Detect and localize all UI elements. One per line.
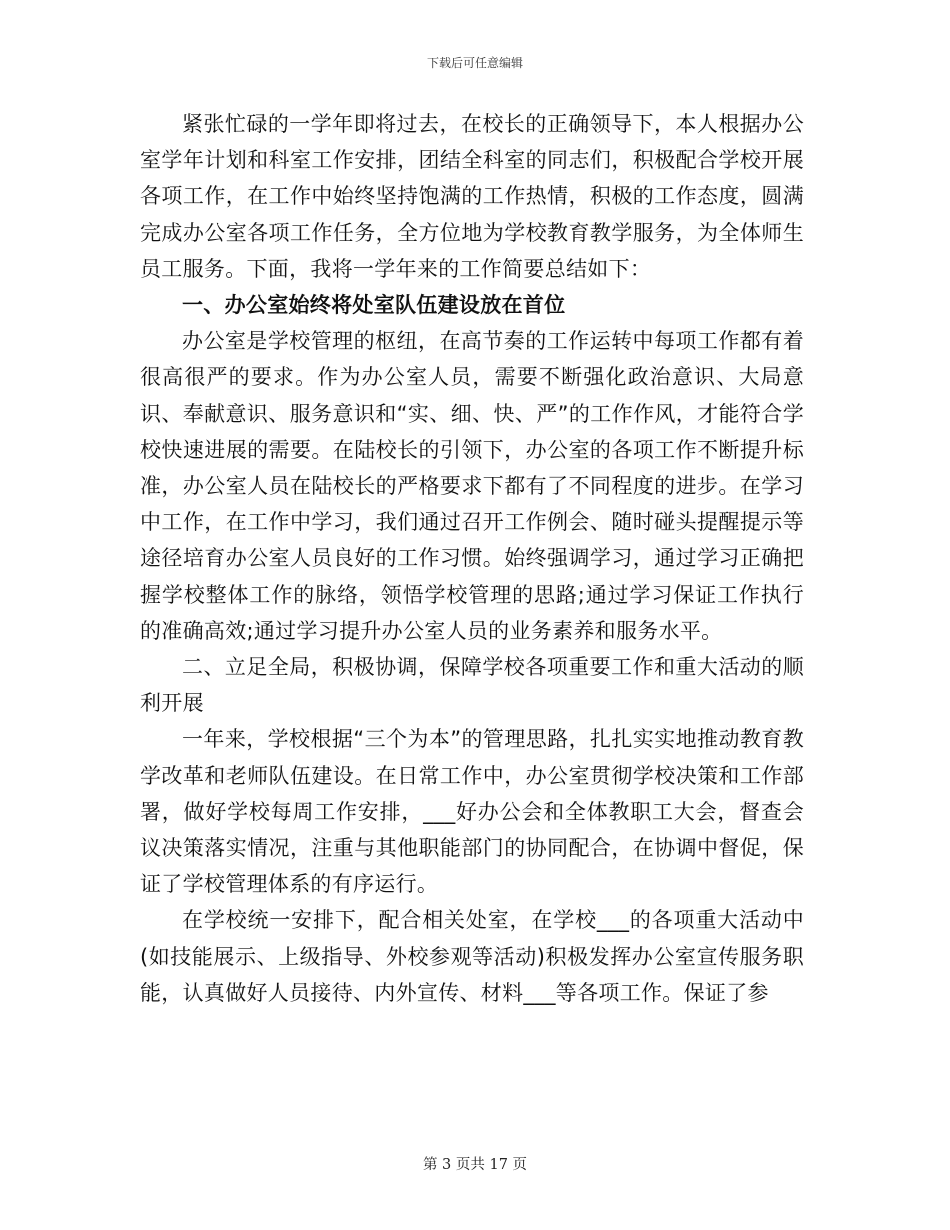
page-number: 第 3 页共 17 页 (422, 1157, 528, 1173)
paragraph-major-activities: 在学校统一安排下，配合相关处室，在学校___的各项重大活动中(如技能展示、上级指导、外校参观等活动)积极发挥办公室宣传服务职能，认真做好人员接待、内外宣传、材料___等各项工作。保证了参 (140, 908, 804, 1005)
section-heading-1: 一、办公室始终将处室队伍建设放在首位 (182, 293, 566, 318)
page-header: 下载后可任意编辑 (426, 56, 523, 70)
document-body (140, 106, 804, 1011)
paragraph-year-review: 一年来，学校根据“三个为本”的管理思路，扎扎实实地推动教育教学改革和老师队伍建设。在日常工作中，办公室贯彻学校决策和工作部署，做好学校每周工作安排，___好办公会和全体教职工大会，督查会议决策落实情况，注重与其他职能部门的协同配合，在协调中督促，保证了学校管理体系的有序运行。 (140, 727, 804, 897)
section-heading-2: 二、立足全局，积极协调，保障学校各项重要工作和重大活动的顺利开展 (140, 655, 804, 716)
paragraph-intro: 紧张忙碌的一学年即将过去，在校长的正确领导下，本人根据办公室学年计划和科室工作安排，团结全科室的同志们，积极配合学校开展各项工作，在工作中始终坚持饱满的工作热情，积极的工作态度，圆满完成办公室各项工作任务，全方位地为学校教育教学服务，为全体师生员工服务。下面，我将一学年来的工作简要总结如下： (140, 112, 804, 281)
paragraph-office-hub: 办公室是学校管理的枢纽，在高节奏的工作运转中每项工作都有着很高很严的要求。作为办公室人员，需要不断强化政治意识、大局意识、奉献意识、服务意识和“实、细、快、严”的工作作风，才能符合学校快速进展的需要。在陆校长的引领下，办公室的各项工作不断提升标准，办公室人员在陆校长的严格要求下都有了不同程度的进步。在学习中工作，在工作中学习，我们通过召开工作例会、随时碰头提醒提示等途径培育办公室人员良好的工作习惯。始终强调学习，通过学习正确把握学校整体工作的脉络，领悟学校管理的思路;通过学习保证工作执行的准确高效;通过学习提升办公室人员的业务素养和服务水平。 (140, 329, 804, 643)
